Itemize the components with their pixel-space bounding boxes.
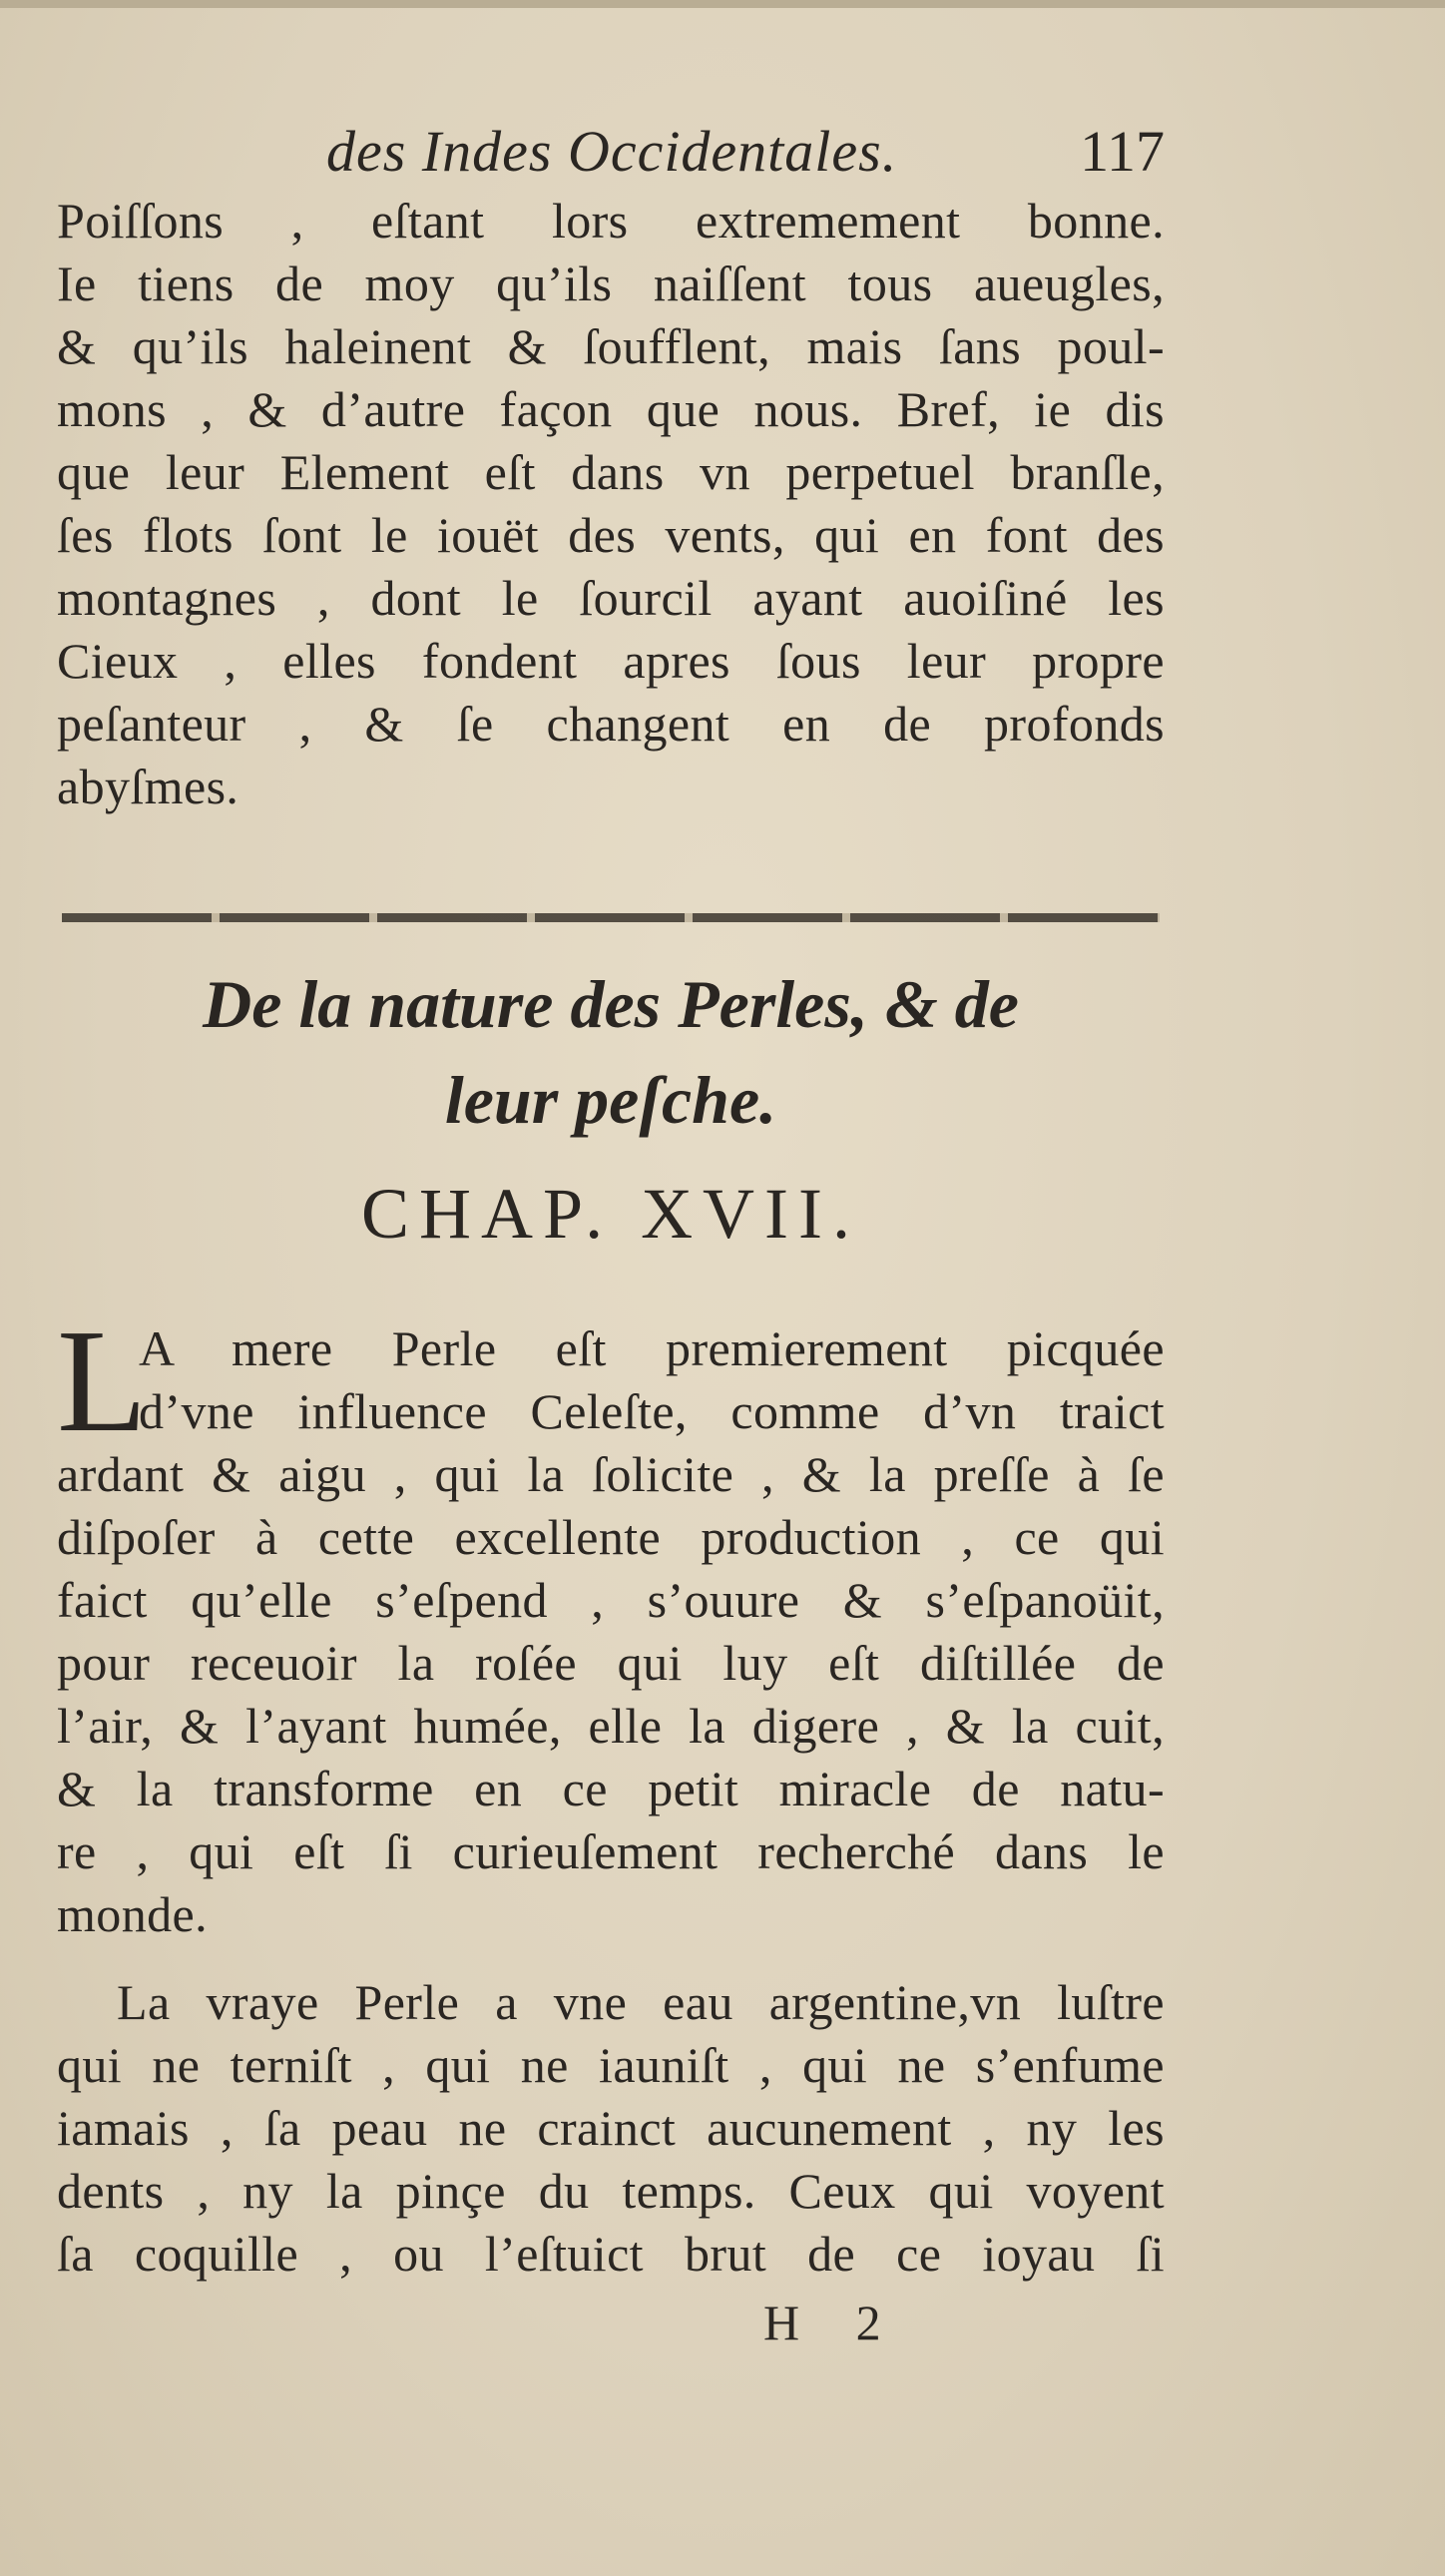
page-edge [0,0,1445,8]
chapter-title [57,956,1165,1148]
page-header [57,118,1165,198]
paragraph [57,1971,1165,2286]
text-line: ſa coquille , ou l’eſtuict brut de ce ioyau ſi [57,2226,1165,2282]
chapter-title-line: De la nature des Perles, & de [203,966,1019,1042]
text-line: & qu’ils haleinent & ſoufflent, mais ſans poul- [57,318,1165,374]
text-line: qui ne terniſt , qui ne iauniſt , qui ne s’enfume [57,2037,1165,2093]
text-line: pour receuoir la roſée qui luy eſt diſtillée de [57,1635,1165,1691]
text-line: Ie tiens de moy qu’ils naiſſent tous aueugles, [57,256,1165,311]
text-line: mons , & d’autre façon que nous. Bref, ie dis [57,381,1165,437]
text-line: monde. [57,1886,208,1942]
text-line: Poiſſons , eſtant lors extremement bonne. [57,193,1165,249]
text-line: montagnes , dont le ſourcil ayant auoiſiné les [57,570,1165,626]
chapter-number: CHAP. XVII. [360,1174,861,1254]
text-line: A mere Perle eſt premierement picquée [139,1320,1165,1376]
text-line: ardant & aigu , qui la ſolicite , & la preſſe à ſe [57,1446,1165,1502]
text-line: d’vne influence Celeſte, comme d’vn traict [139,1383,1165,1439]
text-line: iamais , ſa peau ne crainct aucunement , ny les [57,2100,1165,2156]
text-line: peſanteur , & ſe changent en de profonds [57,696,1165,752]
chapter-opening-paragraph [57,1299,1165,1946]
text-line: abyſmes. [57,759,240,814]
text-line: faict qu’elle s’eſpend , s’ouure & s’eſpanoüit, [57,1572,1165,1628]
text-line: & la transforme en ce petit miracle de natu- [57,1761,1165,1816]
text-line: que leur Element eſt dans vn perpetuel branſle, [57,444,1165,500]
text-line: dents , ny la pinçe du temps. Ceux qui voyent [57,2163,1165,2219]
drop-cap: L [57,1299,148,1463]
text-line: l’air, & l’ayant humée, elle la digere , & la cuit, [57,1698,1165,1754]
running-head: des Indes Occidentales. [326,119,898,184]
text-line: Cieux , elles fondent apres ſous leur propre [57,633,1165,689]
signature-mark: H 2 [763,2295,903,2350]
text-line: diſpoſer à cette excellente production , ce qui [57,1509,1165,1565]
paragraph-continued [57,190,1165,818]
page-number: 117 [1080,119,1165,184]
text-line: ſes flots ſont le iouët des vents, qui en font des [57,507,1165,563]
ornamental-rule [62,913,1160,922]
text-line: La vraye Perle a vne eau argentine,vn luſtre [117,1974,1165,2030]
text-line: re , qui eſt ſi curieuſement recherché dans le [57,1823,1165,1879]
chapter-title-line: leur peſche. [444,1062,777,1138]
